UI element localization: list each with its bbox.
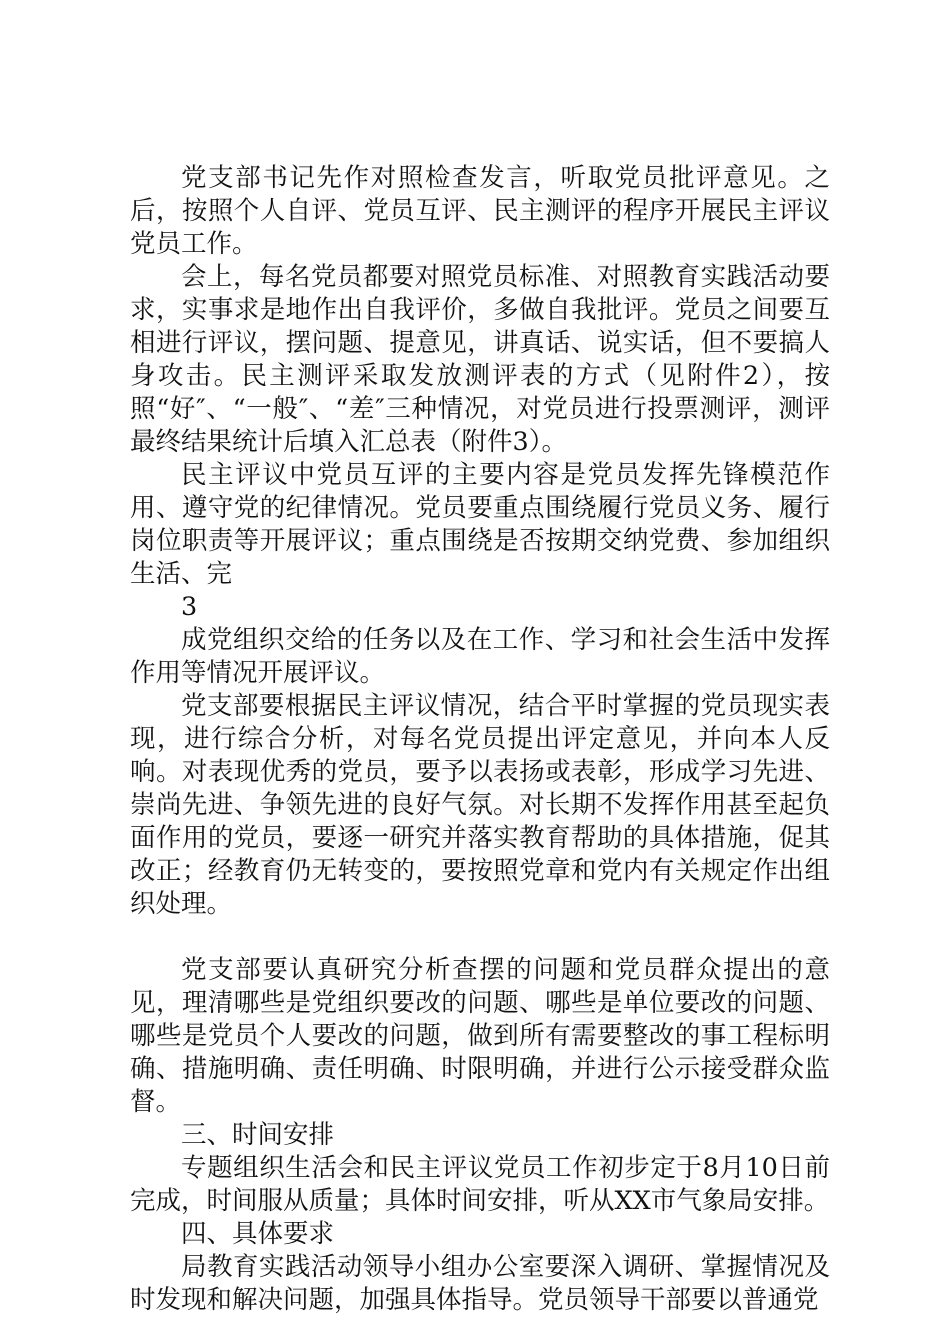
paragraph-meeting-evaluation: 会上，每名党员都要对照党员标准、对照教育实践活动要求，实事求是地作出自我评价，多做自我批评。党员之间要互相进行评议，摆问题、提意见，讲真话、说实话，但不要搞人身攻击。民主测评采取发放测评表的方式（见附件2），按照“好″、“一般″、“差″三种情况，对党员进行投票测评，测评最终结果统计后填入汇总表（附件3）。 [130, 262, 830, 457]
document-body [130, 162, 830, 1317]
paragraph-mutual-evaluation: 民主评议中党员互评的主要内容是党员发挥先锋模范作用、遵守党的纪律情况。党员要重点围绕履行党员义务、履行岗位职责等开展评议；重点围绕是否按期交纳党费、参加组织生活、完 [130, 460, 830, 589]
paragraph-rectification: 党支部要认真研究分析查摆的问题和党员群众提出的意见，理清哪些是党组织要改的问题、哪些是单位要改的问题、哪些是党员个人要改的问题，做到所有需要整改的事工程标明确、措施明确、责任明确、时限明确，并进行公示接受群众监督。 [130, 955, 830, 1117]
paragraph-requirements: 局教育实践活动领导小组办公室要深入调研、掌握情况及时发现和解决问题，加强具体指导。党员领导干部要以普通党 [130, 1252, 830, 1315]
heading-requirements: 四、具体要求 [181, 1219, 335, 1249]
paragraph-evaluation-results: 党支部要根据民主评议情况，结合平时掌握的党员现实表现，进行综合分析，对每名党员提出评定意见，并向本人反响。对表现优秀的党员，要予以表扬或表彰，形成学习先进、崇尚先进、争领先进的良好气氛。对长期不发挥作用甚至起负面作用的党员，要逐一研究并落实教育帮助的具体措施，促其改正；经教育仍无转变的，要按照党章和党内有关规定作出组织处理。 [130, 691, 830, 919]
page-number: 3 [181, 592, 198, 622]
blank-line [130, 921, 830, 954]
paragraph-evaluation-continued: 成党组织交给的任务以及在工作、学习和社会生活中发挥作用等情况开展评议。 [130, 625, 830, 688]
paragraph-self-criticism: 党支部书记先作对照检查发言，听取党员批评意见。之后，按照个人自评、党员互评、民主测评的程序开展民主评议党员工作。 [130, 163, 830, 259]
paragraph-schedule: 专题组织生活会和民主评议党员工作初步定于8月10日前完成，时间服从质量；具体时间安排，听从XX市气象局安排。 [130, 1153, 830, 1216]
heading-schedule: 三、时间安排 [181, 1120, 335, 1150]
